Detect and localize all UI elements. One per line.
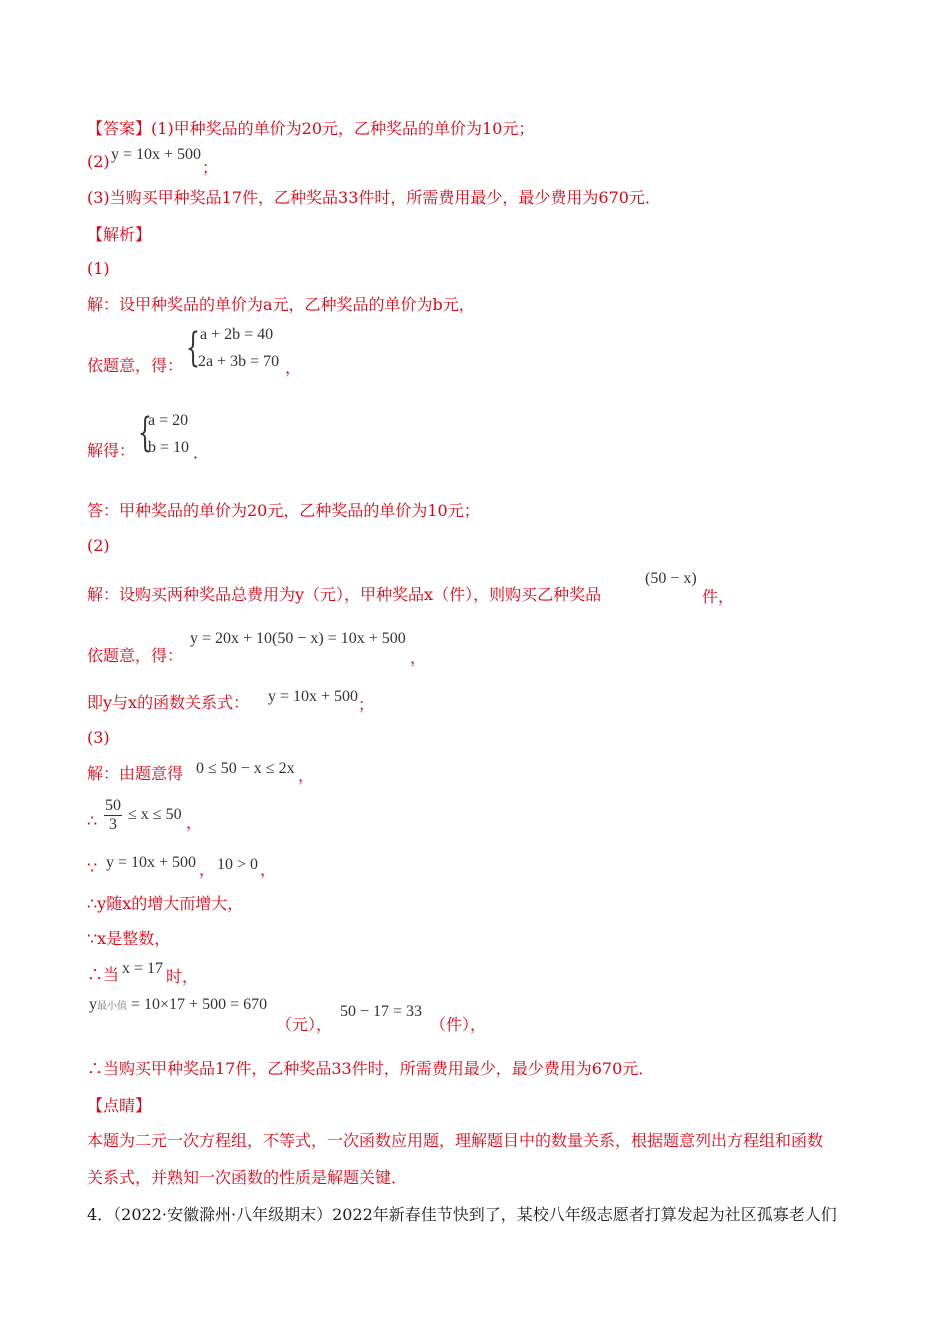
p3-because1: ∵ [87,858,98,877]
p2-setup-expr: (50 − x) [645,570,697,587]
p3-unit-yuan: （元）， [276,1015,333,1034]
p1-sol1: a = 20 [148,412,189,429]
p2-equation: y = 20x + 10(50 − x) = 10x + 500 [190,630,406,647]
p3-range-end: ， [186,813,203,832]
p3-when-x: x = 17 [122,960,164,977]
p1-by-problem: 依题意，得： [87,356,184,375]
p2-relation-formula: y = 10x + 500 [268,688,359,705]
p2-eq-end: ， [410,648,427,667]
answer-part3: (3)当购买甲种奖品17件，乙种奖品33件时，所需费用最少，最少费用为670元． [87,188,661,207]
p3-ineq-end: ， [298,766,315,785]
answer-part1: (1)甲种奖品的单价为20元，乙种奖品的单价为10元； [151,119,535,138]
solution-brace-icon: { [138,410,152,456]
p2-setup-b: 件， [702,587,735,606]
p1-solved: 解得： [87,441,136,460]
p2-label: (2) [87,536,110,555]
p2-relation-end: ； [358,695,375,714]
answer-part1-line [87,118,534,140]
p2-by-problem: 依题意，得： [87,646,184,665]
p1-setup: 解：设甲种奖品的单价为a元，乙种奖品的单价为b元， [87,295,475,314]
analysis-tag: 【解析】 [87,225,152,244]
p3-frac-num: 50 [105,797,121,814]
p3-when-b: 时， [166,967,199,986]
comment-tag: 【点睛】 [87,1096,152,1115]
p2-relation: 即y与x的函数关系式： [87,693,250,712]
p3-ineq: 0 ≤ 50 − x ≤ 2x [196,760,295,777]
p3-slope: 10 > 0 [217,856,259,873]
p1-label: (1) [87,259,110,278]
p3-when-a: ∴当 [87,965,120,984]
p1-eq2: 2a + 3b = 70 [198,353,280,370]
p3-increase: ∴y随x的增大而增大， [87,894,244,913]
p3-label: (3) [87,728,110,747]
p3-ymin-var: y [89,996,97,1013]
p1-sol-end: ． [193,445,210,462]
p3-unit-jian: （件）， [430,1015,487,1034]
comment-line2: 关系式，并熟知一次函数的性质是解题关键． [87,1168,408,1187]
p3-range-rest: ≤ x ≤ 50 [128,806,182,823]
p3-sep: ， [199,860,216,879]
p1-eq-end: ， [285,358,302,377]
p3-ymin-calc: = 10×17 + 500 = 670 [131,996,268,1013]
p3-ymin-sub: 最小值 [97,1001,127,1012]
system-brace-icon: { [186,325,200,371]
p3-ymin [89,996,267,1014]
p2-setup-a: 解：设购买两种奖品总费用为y（元），甲种奖品x（件），则购买乙种奖品 [87,585,602,604]
answer-part2-label: (2) [87,152,110,171]
p3-integer: ∵x是整数， [87,929,171,948]
comment-line1: 本题为二元一次方程组，不等式，一次函数应用题，理解题目中的数量关系，根据题意列出方程组和函数 [87,1131,824,1150]
answer-part2-end: ； [202,158,219,177]
p3-func: y = 10x + 500 [106,854,197,871]
answer-part2-line [87,151,110,173]
p3-frac-den: 3 [109,816,117,833]
p3-setup: 解：由题意得 [87,764,184,783]
p1-conclusion: 答：甲种奖品的单价为20元，乙种奖品的单价为10元； [87,501,480,520]
p1-eq1: a + 2b = 40 [200,326,274,343]
p2-setup-line [87,584,601,606]
p3-conclusion: ∴当购买甲种奖品17件，乙种奖品33件时，所需费用最少，最少费用为670元． [87,1059,655,1078]
next-question: 4．（2022·安徽滁州·八年级期末）2022年新春佳节快到了，某校八年级志愿者打算发起为社区孤寡老人们 [87,1205,837,1224]
p1-sol2: b = 10 [148,439,190,456]
answer-part2-formula: y = 10x + 500 [111,146,202,163]
p3-slope-end: ， [260,860,277,879]
p3-therefore1: ∴ [87,811,98,830]
answer-tag: 【答案】 [87,119,152,138]
p3-calc2: 50 − 17 = 33 [340,1003,423,1020]
p3-fraction [104,797,122,834]
